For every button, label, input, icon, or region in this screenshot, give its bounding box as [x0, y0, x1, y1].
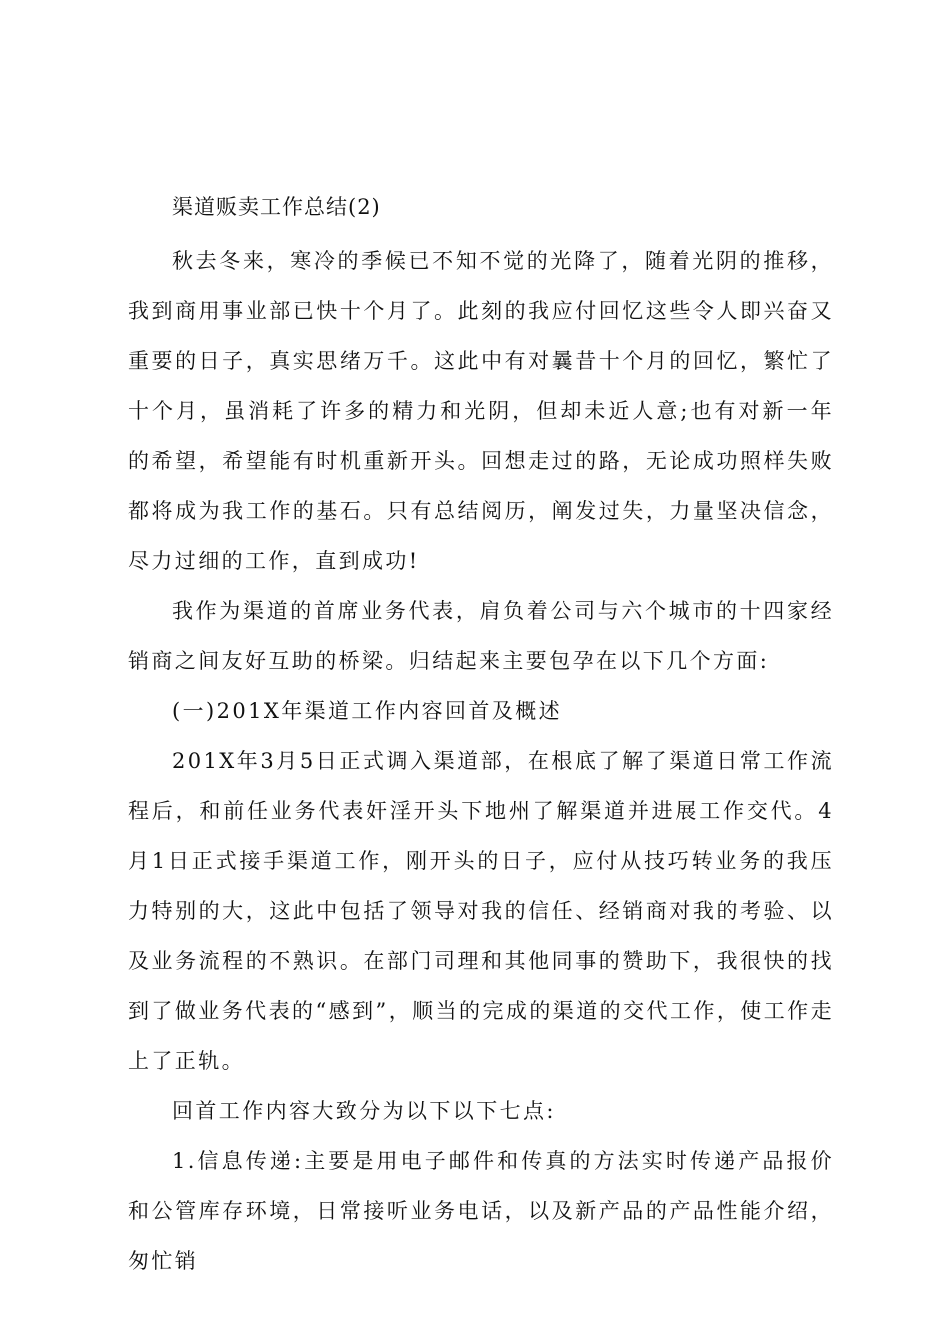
document-body — [128, 190, 834, 1286]
section-heading: (一)201X年渠道工作内容回首及概述 — [172, 699, 563, 723]
paragraph-points-intro: 回首工作内容大致分为以下以下七点: — [172, 1099, 556, 1123]
paragraph-role: 我作为渠道的首席业务代表，肩负着公司与六个城市的十四家经销商之间友好互助的桥梁。归结起来主要包孕在以下几个方面: — [128, 599, 834, 673]
paragraph-point-1: 1.信息传递:主要是用电子邮件和传真的方法实时传递产品报价和公管库存环境，日常接听业务电话，以及新产品的产品性能介绍，匆忙销 — [128, 1149, 834, 1273]
paragraph-review: 201X年3月5日正式调入渠道部，在根底了解了渠道日常工作流程后，和前任业务代表奸淫开头下地州了解渠道并进展工作交代。4月1日正式接手渠道工作，刚开头的日子，应付从技巧转业务的我压力特别的大，这此中包括了领导对我的信任、经销商对我的考验、以及业务流程的不熟识。在部门司理和其他同事的赞助下，我很快的找到了做业务代表的“感到”，顺当的完成的渠道的交代工作，使工作走上了正轨。 — [128, 749, 834, 1073]
document-title: 渠道贩卖工作总结(2) — [172, 195, 381, 219]
paragraph-intro: 秋去冬来，寒冷的季候已不知不觉的光降了，随着光阴的推移，我到商用事业部已快十个月了。此刻的我应付回忆这些令人即兴奋又重要的日子，真实思绪万千。这此中有对曩昔十个月的回忆，繁忙了十个月，虽消耗了许多的精力和光阴，但却未近人意;也有对新一年的希望，希望能有时机重新开头。回想走过的路，无论成功照样失败都将成为我工作的基石。只有总结阅历，阐发过失，力量坚决信念，尽力过细的工作，直到成功! — [128, 249, 834, 573]
